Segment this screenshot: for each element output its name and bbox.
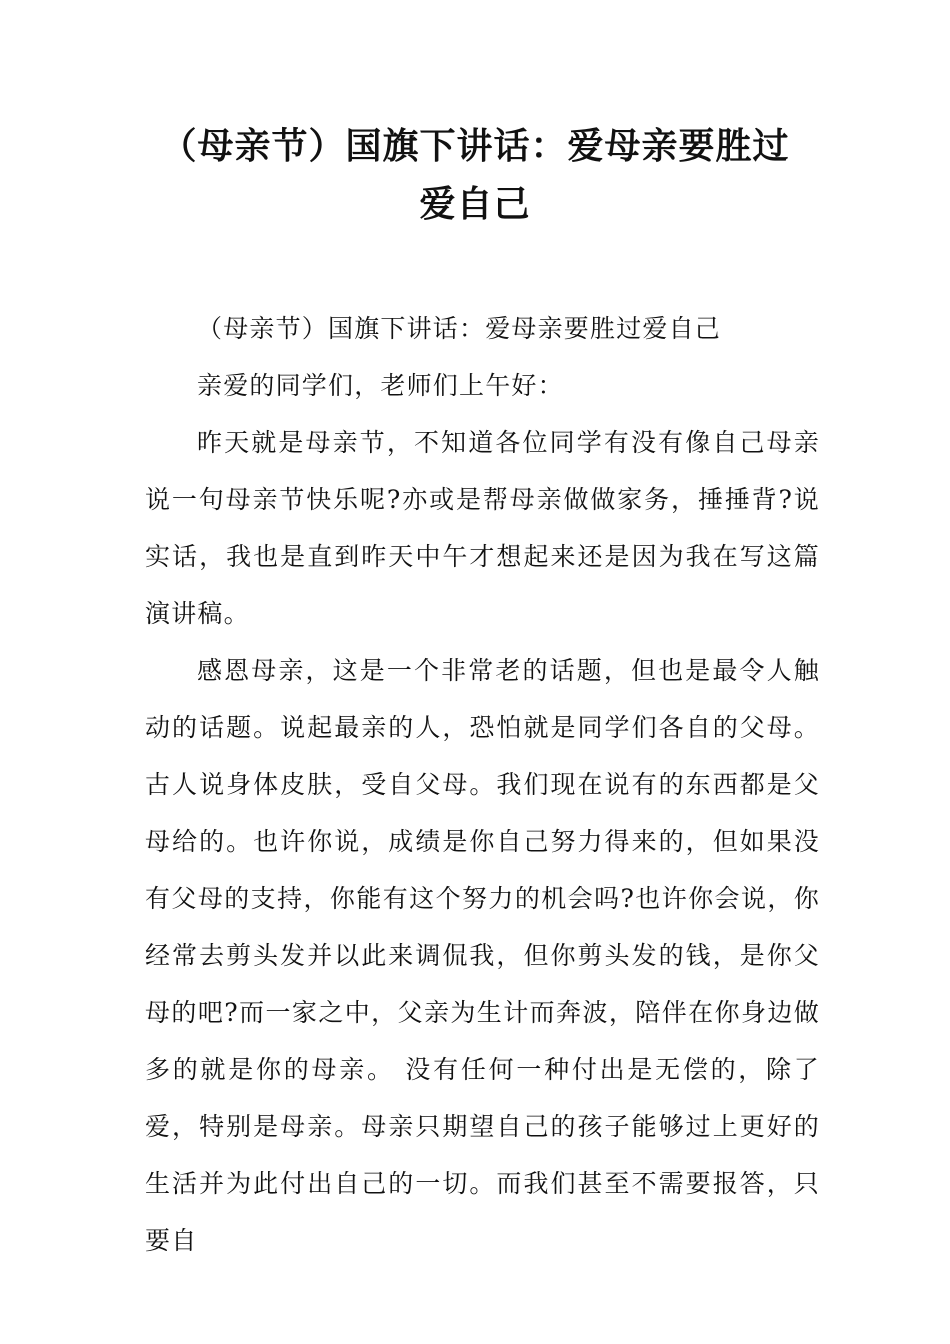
paragraph-gratitude: 感恩母亲，这是一个非常老的话题，但也是最令人触动的话题。说起最亲的人，恐怕就是同学们各自的父母。古人说身体皮肤，受自父母。我们现在说有的东西都是父母给的。也许你说，成绩是你自己努力得来的，但如果没有父母的支持，你能有这个努力的机会吗?也许你会说，你经常去剪头发并以此来调侃我，但你剪头发的钱，是你父母的吧?而一家之中，父亲为生计而奔波，陪伴在你身边做多的就是你的母亲。 没有任何一种付出是无偿的，除了爱，特别是母亲。母亲只期望自己的孩子能够过上更好的生活并为此付出自己的一切。而我们甚至不需要报答，只要自 <box>145 656 820 1255</box>
document-title-line-1: （母亲节）国旗下讲话：爱母亲要胜过 <box>160 125 790 167</box>
paragraph-greeting: 亲爱的同学们，老师们上午好： <box>197 371 564 400</box>
paragraph-mothers-day: 昨天就是母亲节，不知道各位同学有没有像自己母亲说一句母亲节快乐呢?亦或是帮母亲做做家务，捶捶背?说实话，我也是直到昨天中午才想起来还是因为我在写这篇演讲稿。 <box>145 428 820 628</box>
document-title-line-2: 爱自己 <box>419 183 531 225</box>
document-body <box>145 300 820 1269</box>
paragraph-subtitle: （母亲节）国旗下讲话：爱母亲要胜过爱自己 <box>197 314 722 343</box>
